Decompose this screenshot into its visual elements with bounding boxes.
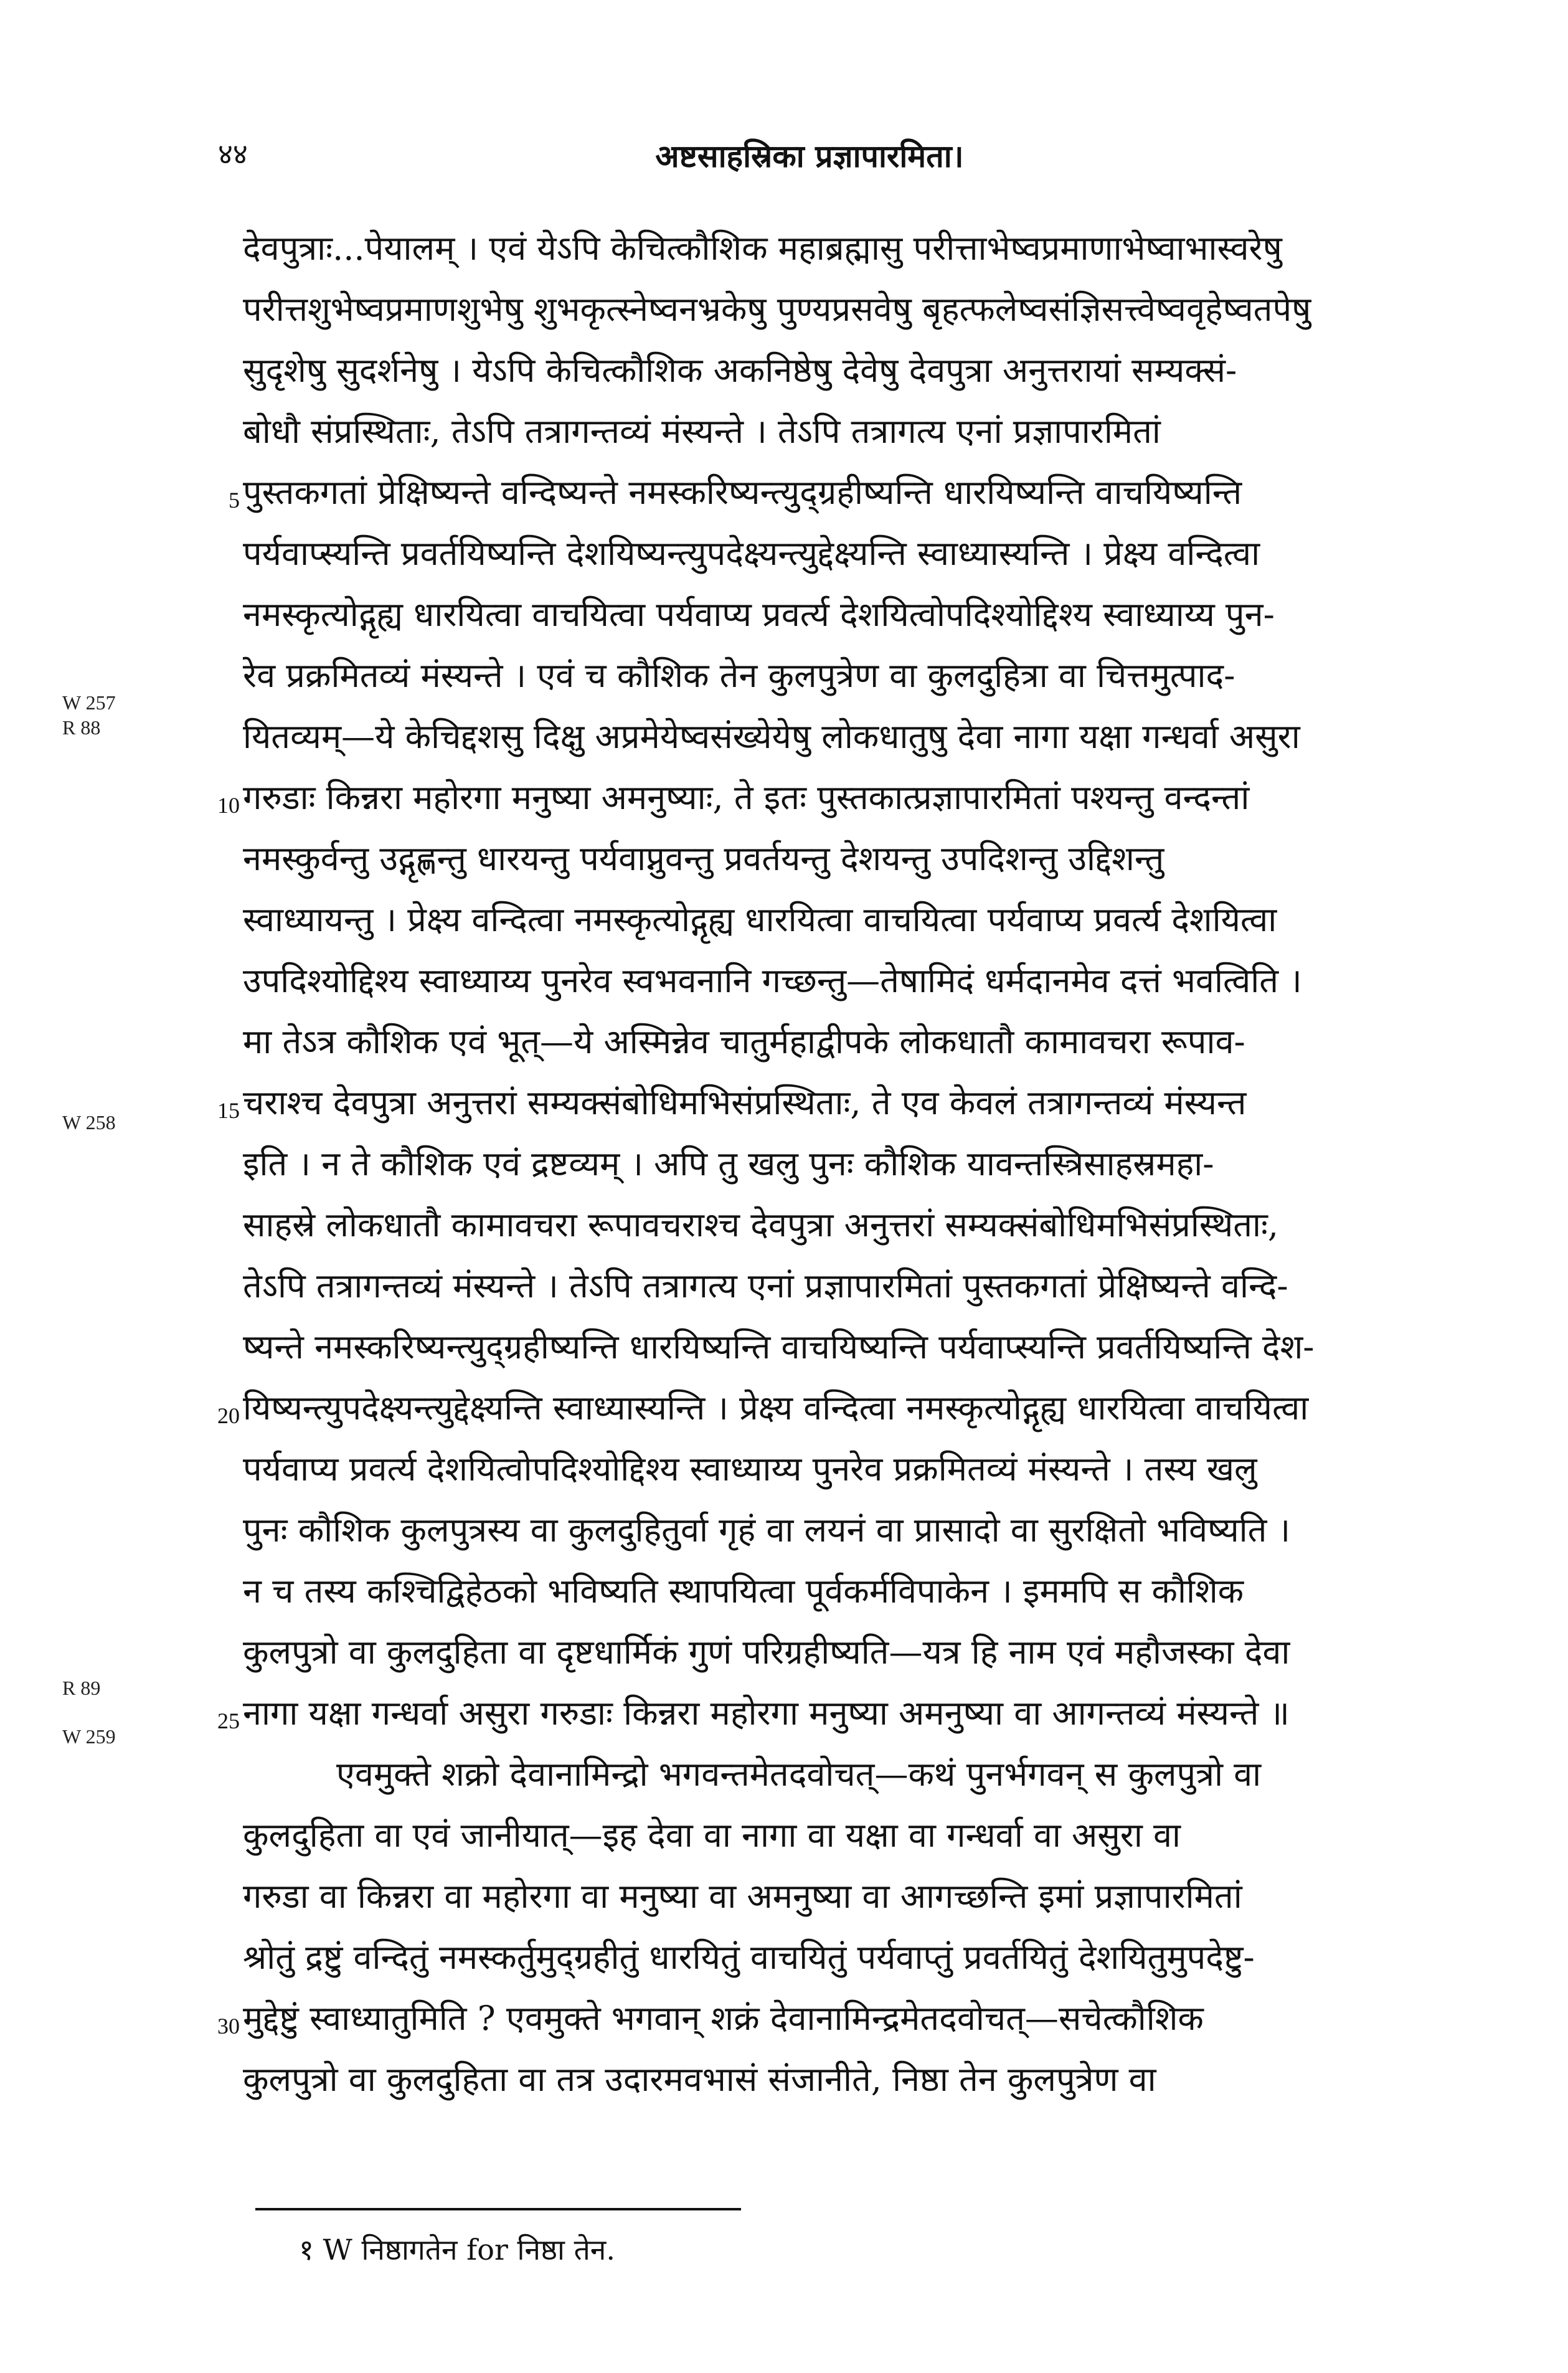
text-line: चराश्च देवपुत्रा अनुत्तरां सम्यक्संबोधिमभिसंप्रस्थिताः, ते एव केवलं तत्रागन्तव्यं मंस्यन्त: [243, 1083, 1247, 1122]
text-line: नमस्कुर्वन्तु उद्गृह्णन्तु धारयन्तु पर्यवाप्नुवन्तु प्रवर्तयन्तु देशयन्तु उपदिशन्तु उद्दिशन्तु: [243, 839, 1164, 878]
text-line: कुलपुत्रो वा कुलदुहिता वा तत्र उदारमवभासं संजानीते, निष्ठा तेन कुलपुत्रेण वा: [243, 2060, 1156, 2099]
main-text: [243, 218, 1445, 2110]
manuscript-siglum: R 88: [62, 716, 101, 739]
manuscript-siglum: R 89: [62, 1677, 101, 1699]
text-line: पुस्तकगतां प्रेक्षिष्यन्ते वन्दिष्यन्ते नमस्करिष्यन्त्युद्ग्रहीष्यन्ति धारयिष्यन्ति वाचयिष्यन्ति: [243, 473, 1242, 512]
text-line: पर्यवाप्य प्रवर्त्य देशयित्वोपदिश्योद्दिश्य स्वाध्याय्य पुनरेव प्रक्रमितव्यं मंस्यन्ते । तस्य खलु: [243, 1449, 1257, 1489]
manuscript-siglum: W 257: [62, 691, 116, 714]
manuscript-siglum: W 259: [62, 1725, 116, 1748]
text-line: ष्यन्ते नमस्करिष्यन्त्युद्ग्रहीष्यन्ति धारयिष्यन्ति वाचयिष्यन्ति पर्यवाप्स्यन्ति प्रवर्तयिष्यन्ति देश-: [243, 1327, 1315, 1366]
text-line: इति । न ते कौशिक एवं द्रष्टव्यम् । अपि तु खलु पुनः कौशिक यावन्तस्त्रिसाहस्रमहा-: [243, 1144, 1214, 1183]
text-line: साहस्रे लोकधातौ कामावचरा रूपावचराश्च देवपुत्रा अनुत्तरां सम्यक्संबोधिमभिसंप्रस्थिताः,: [243, 1205, 1279, 1244]
manuscript-siglum: W 258: [62, 1111, 116, 1134]
text-line: परीत्तशुभेष्वप्रमाणशुभेषु शुभकृत्स्नेष्वनभ्रकेषु पुण्यप्रसवेषु बृहत्फलेष्वसंज्ञिसत्त्वेष्ववृहेष्वतपेषु: [243, 290, 1311, 329]
text-line: तेऽपि तत्रागन्तव्यं मंस्यन्ते । तेऽपि तत्रागत्य एनां प्रज्ञापारमितां पुस्तकगतां प्रेक्षिष्यन्ते वन्दि-: [243, 1266, 1288, 1305]
text-line: स्वाध्यायन्तु । प्रेक्ष्य वन्दित्वा नमस्कृत्योद्गृह्य धारयित्वा वाचयित्वा पर्यवाप्य प्रवर्त्य देशयित्वा: [243, 900, 1277, 939]
text-line: श्रोतुं द्रष्टुं वन्दितुं नमस्कर्तुमुद्ग्रहीतुं धारयितुं वाचयितुं पर्यवाप्तुं प्रवर्तयितुं देशयितुमुपदेष्टु-: [243, 1938, 1255, 1977]
text-line: न च तस्य कश्चिद्विहेठको भविष्यति स्थापयित्वा पूर्वकर्मविपाकेन । इममपि स कौशिक: [243, 1571, 1244, 1611]
text-line: कुलपुत्रो वा कुलदुहिता वा दृष्टधार्मिकं गुणं परिग्रहीष्यति—यत्र हि नाम एवं महौजस्का देवा: [243, 1632, 1290, 1672]
text-line: पुनः कौशिक कुलपुत्रस्य वा कुलदुहितुर्वा गृहं वा लयनं वा प्रासादो वा सुरक्षितो भविष्यति ।: [243, 1510, 1291, 1550]
text-line: नमस्कृत्योद्गृह्य धारयित्वा वाचयित्वा पर्यवाप्य प्रवर्त्य देशयित्वोपदिश्योद्दिश्य स्वाध्याय्य पुन-: [243, 595, 1275, 634]
text-line: उपदिश्योद्दिश्य स्वाध्याय्य पुनरेव स्वभवनानि गच्छन्तु—तेषामिदं धर्मदानमेव दत्तं भवत्विति ।: [243, 961, 1302, 1000]
running-title: अष्टसाहस्रिका प्रज्ञापारमिता।: [655, 138, 964, 174]
line-number: 20: [217, 1403, 240, 1428]
line-number: 5: [229, 488, 240, 513]
line-number: 30: [217, 2014, 240, 2039]
page-number: ४४: [218, 137, 248, 171]
text-line: यितव्यम्—ये केचिद्दशसु दिक्षु अप्रमेयेष्वसंख्येयेषु लोकधातुषु देवा नागा यक्षा गन्धर्वा असुरा: [243, 717, 1300, 756]
text-line: गरुडा वा किन्नरा वा महोरगा वा मनुष्या वा अमनुष्या वा आगच्छन्ति इमां प्रज्ञापारमितां: [243, 1877, 1242, 1916]
text-line: मुद्देष्टुं स्वाध्यातुमिति ? एवमुक्ते भगवान् शक्रं देवानामिन्द्रमेतदवोचत्—सचेत्कौशिक: [243, 1999, 1204, 2038]
page-header: [218, 134, 1401, 190]
text-line: पर्यवाप्स्यन्ति प्रवर्तयिष्यन्ति देशयिष्यन्त्युपदेक्ष्यन्त्युद्देक्ष्यन्ति स्वाध्यास्यन्ति । प्रेक्ष्य वन्दित्वा: [243, 534, 1260, 573]
line-number: 15: [217, 1098, 240, 1123]
text-line: मा तेऽत्र कौशिक एवं भूत्—ये अस्मिन्नेव चातुर्महाद्वीपके लोकधातौ कामावचरा रूपाव-: [243, 1022, 1245, 1061]
text-line: देवपुत्राः...पेयालम् । एवं येऽपि केचित्कौशिक महाब्रह्मासु परीत्ताभेष्वप्रमाणाभेष्वाभास्वरेषु: [243, 229, 1282, 268]
line-number: 25: [217, 1708, 240, 1733]
text-line: बोधौ संप्रस्थिताः, तेऽपि तत्रागन्तव्यं मंस्यन्ते । तेऽपि तत्रागत्य एनां प्रज्ञापारमितां: [243, 412, 1161, 451]
text-line: रेव प्रक्रमितव्यं मंस्यन्ते । एवं च कौशिक तेन कुलपुत्रेण वा कुलदुहित्रा वा चित्तमुत्पाद-: [243, 656, 1235, 695]
text-line: गरुडाः किन्नरा महोरगा मनुष्या अमनुष्याः, ते इतः पुस्तकात्प्रज्ञापारमितां पश्यन्तु वन्दन्तां: [243, 778, 1250, 817]
footnote: १ W निष्ठागतेन for निष्ठा तेन.: [299, 2233, 615, 2266]
paragraph-start-line: एवमुक्ते शक्रो देवानामिन्द्रो भगवन्तमेतदवोचत्—कथं पुनर्भगवन् स कुलपुत्रो वा: [336, 1755, 1262, 1794]
text-line: कुलदुहिता वा एवं जानीयात्—इह देवा वा नागा वा यक्षा वा गन्धर्वा वा असुरा वा: [243, 1816, 1181, 1855]
text-line: सुदृशेषु सुदर्शनेषु । येऽपि केचित्कौशिक अकनिष्ठेषु देवेषु देवपुत्रा अनुत्तरायां सम्यक्सं-: [243, 351, 1237, 390]
text-line: नागा यक्षा गन्धर्वा असुरा गरुडाः किन्नरा महोरगा मनुष्या अमनुष्या वा आगन्तव्यं मंस्यन्ते ॥: [243, 1693, 1290, 1733]
footnote-rule: [255, 2208, 741, 2210]
text-line: यिष्यन्त्युपदेक्ष्यन्त्युद्देक्ष्यन्ति स्वाध्यास्यन्ति । प्रेक्ष्य वन्दित्वा नमस्कृत्योद्गृह्य धारयित्वा वाचयित्वा: [243, 1388, 1309, 1428]
line-number: 10: [217, 793, 240, 818]
